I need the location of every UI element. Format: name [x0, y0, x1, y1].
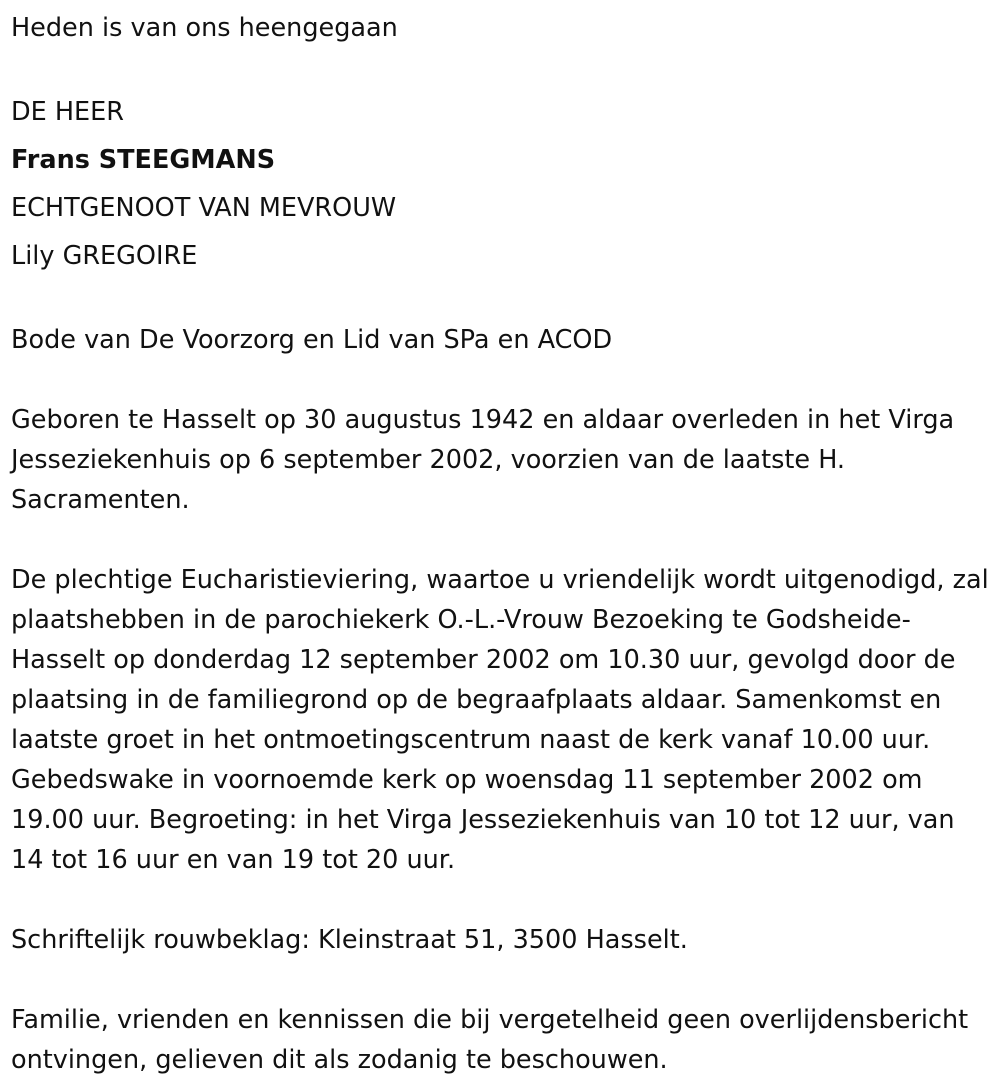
spacer: [11, 880, 991, 920]
birth-death-paragraph: Geboren te Hasselt op 30 augustus 1942 en aldaar overleden in het Virga Jesseziekenhuis op 6 september 2002, voorzien van de laatste H. Sacramenten.: [11, 405, 955, 515]
spacer: [11, 48, 991, 88]
deceased-name: Frans STEEGMANS: [11, 145, 276, 175]
spacer: [11, 360, 991, 400]
intro-text: Heden is van ons heengegaan: [11, 13, 398, 43]
spouse-label: ECHTGENOOT VAN MEVROUW: [11, 193, 397, 223]
condolences-address: Schriftelijk rouwbeklag: Kleinstraat 51, 3500 Hasselt.: [11, 925, 688, 955]
closing-paragraph: Familie, vrienden en kennissen die bij vergetelheid geen overlijdensbericht ontvingen, gelieven dit als zodanig te beschouwen.: [11, 1005, 969, 1075]
spacer: [11, 520, 991, 560]
death-notice: [11, 8, 991, 1080]
spouse-name: Lily GREGOIRE: [11, 241, 198, 271]
ceremony-paragraph: De plechtige Eucharistieviering, waartoe u vriendelijk wordt uitgenodigd, zal plaatshebben in de parochiekerk O.-L.-Vrouw Bezoeking te Godsheide-Hasselt op donderdag 12 september 2002 om 10.30 uur, gevolgd door de plaatsing in de familiegrond op de begraafplaats aldaar. Samenkomst en laatste groet in het ontmoetingscentrum naast de kerk vanaf 10.00 uur. Gebedswake in voornoemde kerk op woensdag 11 september 2002 om 19.00 uur. Begroeting: in het Virga Jesseziekenhuis van 10 tot 12 uur, van 14 tot 16 uur en van 19 tot 20 uur.: [11, 565, 989, 875]
name-block: [11, 88, 991, 280]
spacer: [11, 960, 991, 1000]
spacer: [11, 280, 991, 320]
title-prefix: DE HEER: [11, 97, 124, 127]
memberships-text: Bode van De Voorzorg en Lid van SPa en ACOD: [11, 325, 613, 355]
